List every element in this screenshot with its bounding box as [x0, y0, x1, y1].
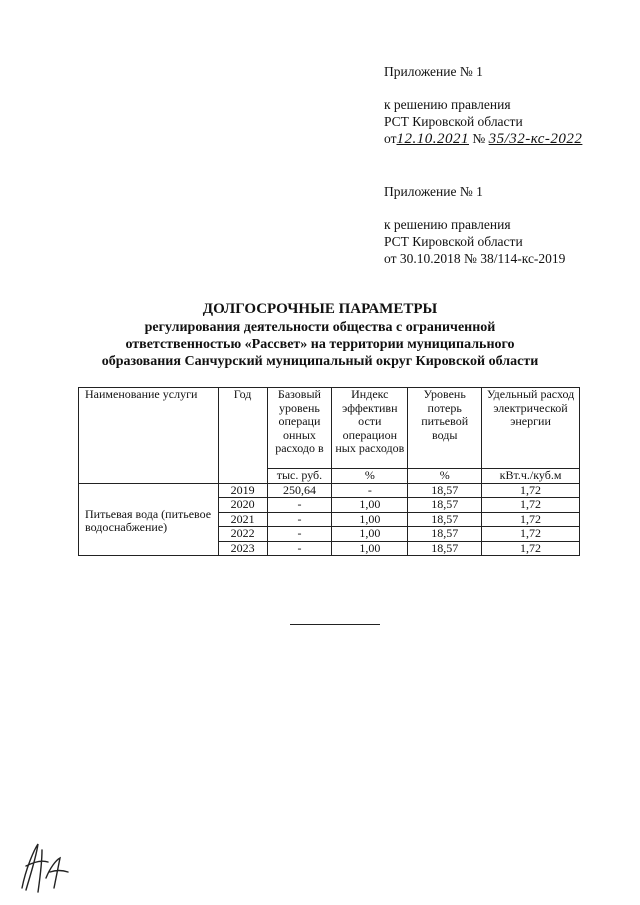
document-subtitle-2: ответственностью «Рассвет» на территории муниципального — [125, 337, 515, 352]
unit-efficiency-index: % — [332, 469, 408, 484]
appendix-old-title: Приложение № 1 — [384, 184, 483, 199]
efficiency-index-cell: 1,00 — [332, 541, 408, 556]
header-base-opex: Базовый уровень операци онных расходо в — [267, 388, 332, 469]
efficiency-index-cell: 1,00 — [332, 527, 408, 542]
year-cell: 2020 — [218, 498, 267, 513]
number-prefix: № — [472, 131, 486, 146]
table-row — [79, 483, 580, 498]
water-losses-cell: 18,57 — [408, 498, 482, 513]
year-cell: 2022 — [218, 527, 267, 542]
table-header-row — [79, 388, 580, 469]
water-losses-cell: 18,57 — [408, 512, 482, 527]
header-energy-consumption: Удельный расход электрической энергии — [482, 388, 580, 469]
appendix-old-line2: РСТ Кировской области — [384, 234, 523, 249]
year-cell: 2021 — [218, 512, 267, 527]
energy-consumption-cell: 1,72 — [482, 483, 580, 498]
header-year: Год — [218, 388, 267, 484]
year-cell: 2023 — [218, 541, 267, 556]
handwritten-date: 12.10.2021 — [396, 131, 469, 147]
base-opex-cell: 250,64 — [267, 483, 332, 498]
base-opex-cell: - — [267, 512, 332, 527]
energy-consumption-cell: 1,72 — [482, 527, 580, 542]
appendix-new-title: Приложение № 1 — [384, 64, 483, 79]
parameters-table — [78, 387, 580, 556]
unit-base-opex: тыс. руб. — [267, 469, 332, 484]
end-separator — [290, 624, 380, 625]
header-efficiency-index: Индекс эффективн ости операцион ных расходов — [332, 388, 408, 469]
base-opex-cell: - — [267, 541, 332, 556]
efficiency-index-cell: 1,00 — [332, 498, 408, 513]
water-losses-cell: 18,57 — [408, 541, 482, 556]
document-title: ДОЛГОСРОЧНЫЕ ПАРАМЕТРЫ — [202, 301, 438, 317]
header-water-losses: Уровень потерь питьевой воды — [408, 388, 482, 469]
base-opex-cell: - — [267, 527, 332, 542]
service-name-cell: Питьевая вода (питьевое водоснабжение) — [79, 483, 219, 556]
header-service: Наименование услуги — [79, 388, 219, 484]
signature — [12, 838, 72, 898]
year-cell: 2019 — [218, 483, 267, 498]
energy-consumption-cell: 1,72 — [482, 498, 580, 513]
handwritten-number: 35/32-кс-2022 — [488, 131, 583, 147]
document-subtitle-3: образования Санчурский муниципальный округ Кировской области — [101, 354, 539, 369]
appendix-old-line1: к решению правления — [384, 217, 511, 232]
efficiency-index-cell: - — [332, 483, 408, 498]
energy-consumption-cell: 1,72 — [482, 541, 580, 556]
water-losses-cell: 18,57 — [408, 527, 482, 542]
date-prefix: от — [384, 131, 397, 146]
base-opex-cell: - — [267, 498, 332, 513]
appendix-new-date-line — [384, 131, 582, 147]
appendix-old-line3: от 30.10.2018 № 38/114-кс-2019 — [384, 251, 566, 266]
efficiency-index-cell: 1,00 — [332, 512, 408, 527]
water-losses-cell: 18,57 — [408, 483, 482, 498]
document-subtitle-1: регулирования деятельности общества с ограниченной — [144, 320, 496, 335]
unit-energy-consumption: кВт.ч./куб.м — [482, 469, 580, 484]
unit-water-losses: % — [408, 469, 482, 484]
appendix-new-line1: к решению правления — [384, 97, 511, 112]
energy-consumption-cell: 1,72 — [482, 512, 580, 527]
appendix-new-line2: РСТ Кировской области — [384, 114, 523, 129]
